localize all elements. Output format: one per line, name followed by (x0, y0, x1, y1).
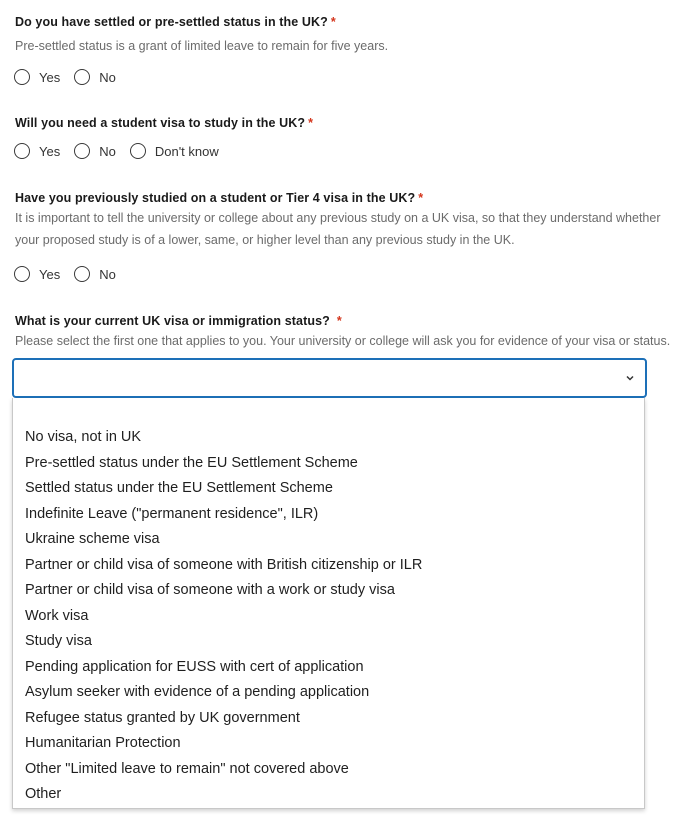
radio-visa-yes[interactable]: Yes (14, 143, 60, 159)
required-marker: * (330, 15, 336, 29)
required-marker: * (336, 314, 342, 328)
question-title: Have you previously studied on a student or Tier 4 visa in the UK? * (15, 191, 424, 205)
help-line: your proposed study is of a lower, same, or higher level than any previous study in the UK. (15, 233, 515, 247)
required-marker: * (308, 116, 314, 130)
radio-settled-no[interactable]: No (74, 69, 116, 85)
dropdown-option[interactable]: Study visa (25, 633, 92, 649)
question-help: Pre-settled status is a grant of limited leave to remain for five years. (15, 39, 389, 53)
radio-circle-icon[interactable] (74, 143, 90, 159)
question-previous-study (15, 191, 682, 251)
dropdown-option[interactable]: Work visa (25, 607, 89, 624)
question-settled-status (15, 15, 682, 57)
dropdown-option[interactable]: Pending application for EUSS with cert of application (25, 658, 364, 675)
dropdown-option[interactable]: Ukraine scheme visa (25, 531, 160, 547)
required-marker: * (418, 191, 424, 205)
question-title: What is your current UK visa or immigration status? * (15, 314, 342, 328)
radio-circle-icon[interactable] (130, 143, 146, 159)
dropdown-option[interactable]: Asylum seeker with evidence of a pending application (25, 684, 370, 700)
radio-circle-icon[interactable] (14, 69, 30, 85)
radio-group-student-visa (14, 143, 233, 159)
radio-circle-icon[interactable] (14, 143, 30, 159)
radio-circle-icon[interactable] (74, 266, 90, 282)
dropdown-option[interactable]: Other (25, 786, 62, 802)
radio-visa-dont-know[interactable]: Don't know (130, 143, 219, 159)
question-student-visa (15, 116, 682, 130)
immigration-status-select[interactable] (12, 358, 647, 398)
dropdown-option[interactable]: Partner or child visa of someone with a work or study visa (25, 582, 395, 598)
dropdown-option[interactable]: Refugee status granted by UK government (25, 709, 300, 726)
question-immigration-status (15, 314, 682, 352)
radio-previous-yes[interactable]: Yes (14, 266, 60, 282)
dropdown-option[interactable]: Humanitarian Protection (25, 735, 181, 751)
immigration-status-dropdown (12, 398, 645, 809)
dropdown-option[interactable]: Partner or child visa of someone with British citizenship or ILR (25, 556, 423, 573)
radio-group-previous-study (14, 266, 130, 282)
help-line: It is important to tell the university or college about any previous study on a UK visa, so that they understand whether (15, 211, 661, 225)
dropdown-option[interactable]: Indefinite Leave ("permanent residence", ILR) (25, 505, 319, 522)
question-title: Will you need a student visa to study in the UK? * (15, 116, 314, 130)
radio-group-settled-status (14, 69, 130, 85)
radio-previous-no[interactable]: No (74, 266, 116, 282)
chevron-down-icon[interactable] (624, 372, 636, 384)
question-help: Please select the first one that applies to you. Your university or college will ask you for evidence of your visa or status. (15, 334, 671, 348)
question-title: Do you have settled or pre-settled status in the UK? * (15, 15, 336, 29)
dropdown-option[interactable]: Settled status under the EU Settlement Scheme (25, 480, 333, 496)
dropdown-option[interactable]: No visa, not in UK (25, 429, 142, 445)
radio-circle-icon[interactable] (74, 69, 90, 85)
question-help (15, 207, 682, 251)
radio-settled-yes[interactable]: Yes (14, 69, 60, 85)
radio-circle-icon[interactable] (14, 266, 30, 282)
dropdown-option[interactable]: Other "Limited leave to remain" not covered above (25, 760, 349, 777)
dropdown-option[interactable]: Pre-settled status under the EU Settlement Scheme (25, 454, 358, 471)
radio-visa-no[interactable]: No (74, 143, 116, 159)
